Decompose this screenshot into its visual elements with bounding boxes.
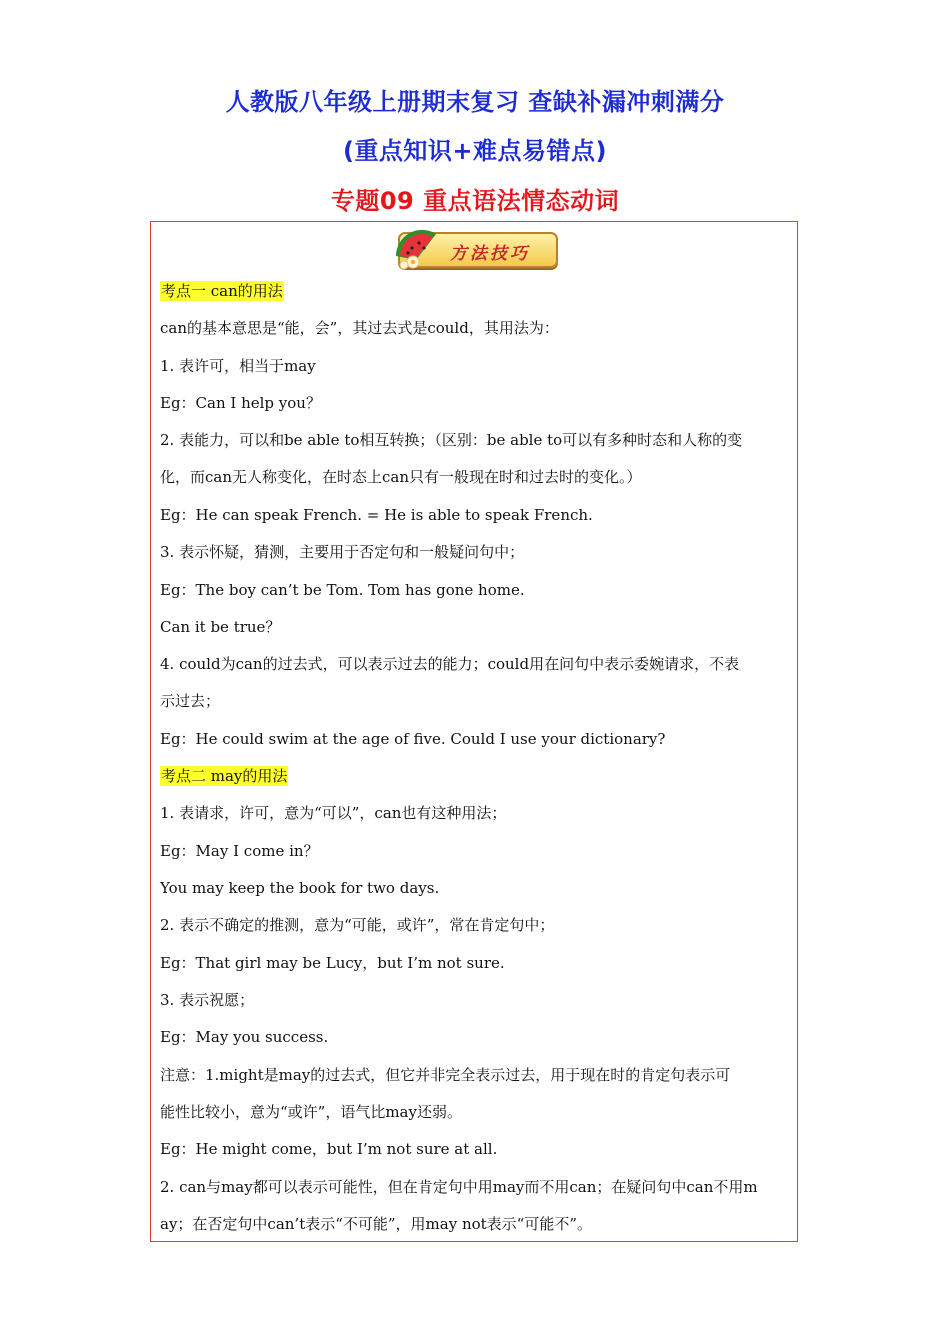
example-line: Eg：The boy can’t be Tom. Tom has gone home. [160, 581, 525, 599]
text-line: 3. 表示怀疑，猜测，主要用于否定句和一般疑问句中； [160, 543, 525, 561]
text-line: 1. 表许可，相当于may [160, 357, 316, 375]
example-line: Can it be true？ [160, 618, 281, 636]
text-line: 2. 表能力，可以和be able to相互转换；（区别：be able to可以有多种时态和人称的变 [160, 431, 743, 449]
note-line: 注意：1.might是may的过去式，但它并非完全表示过去，用于现在时的肯定句表示可 [160, 1066, 731, 1084]
method-badge [392, 226, 558, 272]
example-line: Eg：He could swim at the age of five. Could I use your dictionary? [160, 730, 666, 748]
title-line-2: (重点知识+难点易错点) [342, 137, 608, 165]
example-line: Eg：He might come，but I’m not sure at all. [160, 1140, 498, 1158]
example-line: You may keep the book for two days. [160, 879, 440, 897]
badge-label: 方法技巧 [450, 244, 530, 264]
example-line: Eg：May you success. [160, 1028, 329, 1046]
text-line: 2. 表示不确定的推测，意为“可能，或许”，常在肯定句中； [160, 916, 555, 934]
text-line: 示过去； [160, 692, 221, 710]
text-line: can的基本意思是“能，会”，其过去式是could，其用法为： [160, 319, 559, 337]
watermelon-icon [392, 226, 452, 272]
text-line: 4. could为can的过去式，可以表示过去的能力；could用在问句中表示委婉请求，不表 [160, 655, 740, 673]
note-line: 能性比较小，意为“或许”，语气比may还弱。 [160, 1103, 462, 1121]
topic-title: 专题09 重点语法情态动词 [330, 187, 620, 215]
title-line-1: 人教版八年级上册期末复习 查缺补漏冲刺满分 [225, 88, 725, 116]
section-heading-may: 考点二 may的用法 [161, 767, 288, 785]
example-line: Eg：May I come in？ [160, 842, 319, 860]
example-line: Eg：He can speak French. = He is able to speak French. [160, 506, 593, 524]
text-line: 化，而can无人称变化，在时态上can只有一般现在时和过去时的变化。） [160, 468, 642, 486]
note-line: ay；在否定句中can’t表示“不可能”，用may not表示“可能不”。 [160, 1215, 593, 1233]
text-line: 3. 表示祝愿； [160, 991, 255, 1009]
text-line: 1. 表请求，许可，意为“可以”，can也有这种用法； [160, 804, 507, 822]
example-line: Eg：That girl may be Lucy，but I’m not sure. [160, 954, 505, 972]
note-line: 2. can与may都可以表示可能性，但在肯定句中用may而不用can；在疑问句中can不用m [160, 1178, 758, 1196]
example-line: Eg：Can I help you？ [160, 394, 321, 412]
section-heading-can: 考点一 can的用法 [161, 282, 283, 300]
